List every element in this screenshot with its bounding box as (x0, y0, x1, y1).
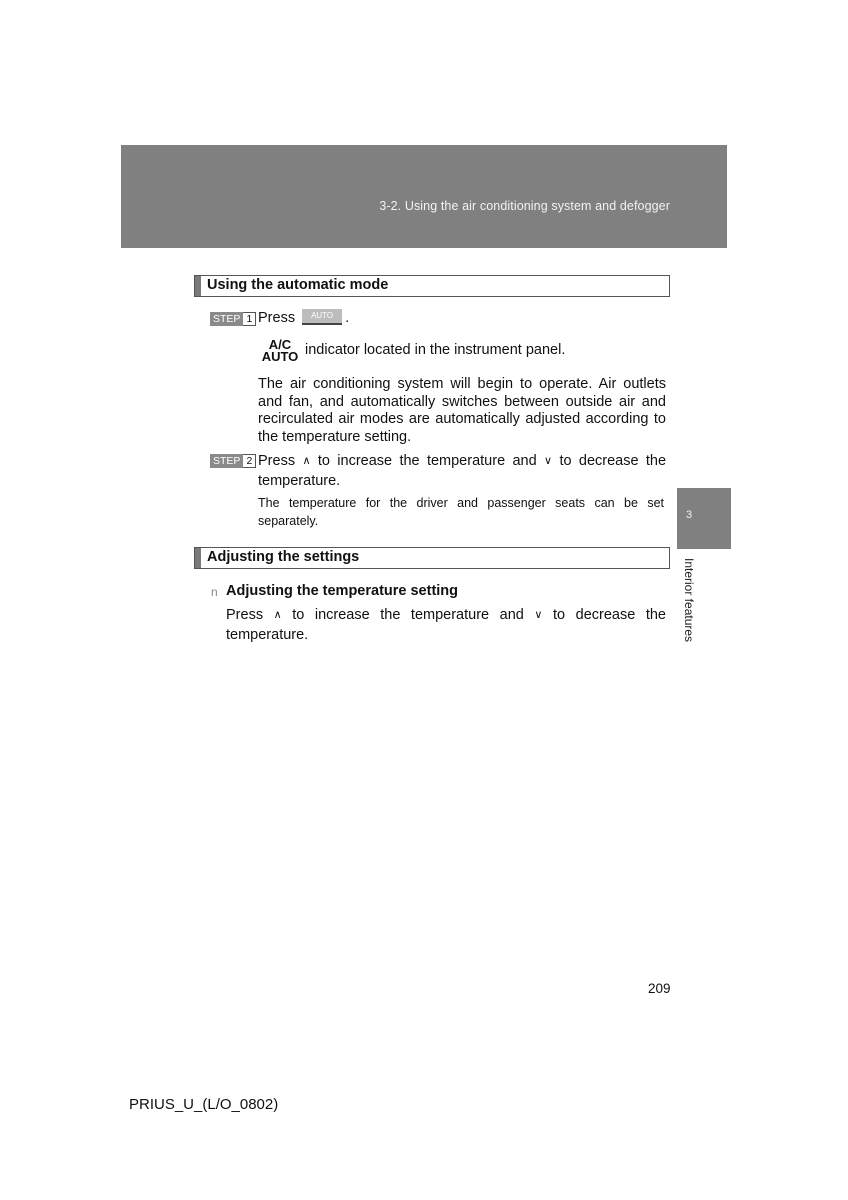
step-word: STEP (210, 312, 243, 326)
down-arrow-icon: ∨ (534, 609, 543, 621)
step-1-badge (210, 312, 256, 326)
chapter-tab (677, 488, 731, 549)
step-2-badge (210, 454, 256, 468)
step-number: 2 (243, 454, 256, 468)
indicator-line-ac: A/C (268, 337, 292, 352)
step-1-paragraph: The air conditioning system will begin to operate. Air outlets and fan, and automatically switches between outside air and recirculated air modes are automatically adjusted according to the temperature setting. (258, 376, 666, 445)
indicator-description: indicator located in the instrument panel. (305, 342, 566, 358)
press-text: Press (226, 607, 264, 623)
down-arrow-icon: ∨ (544, 455, 553, 467)
press-text: Press (258, 453, 296, 469)
step-number: 1 (243, 312, 256, 326)
increase-text: to increase the temperature and (292, 607, 524, 623)
press-text: Press (258, 310, 296, 326)
section-heading-adjusting (194, 547, 670, 569)
indicator-line-auto: AUTO (261, 349, 299, 364)
up-arrow-icon: ∧ (273, 609, 282, 621)
step-word: STEP (210, 454, 243, 468)
chapter-number: 3 (686, 509, 693, 521)
temperature-instruction (226, 605, 666, 645)
section-heading-text: Adjusting the settings (207, 549, 360, 565)
section-heading-text: Using the automatic mode (207, 277, 389, 293)
footer-document-code: PRIUS_U_(L/O_0802) (129, 1096, 279, 1113)
up-arrow-icon: ∧ (302, 455, 311, 467)
step-1-period: . (345, 310, 350, 326)
increase-text: to increase the temperature and (317, 453, 537, 469)
decrease-text: to decrease the temperature. (258, 453, 667, 489)
page-number: 209 (648, 981, 671, 996)
chapter-label: Interior features (682, 558, 696, 643)
step-1-instruction (258, 310, 678, 328)
bullet-icon: n (211, 585, 218, 599)
subheading-temperature: Adjusting the temperature setting (226, 583, 459, 599)
step-2-note: The temperature for the driver and passenger seats can be set separately. (258, 496, 664, 528)
step-2-instruction (258, 452, 666, 491)
decrease-text: to decrease the temperature. (226, 607, 666, 643)
auto-button-icon: AUTO (302, 309, 342, 325)
section-title: 3-2. Using the air conditioning system and defogger (379, 199, 670, 213)
ac-auto-indicator-icon (260, 339, 300, 363)
chapter-header-band (121, 145, 727, 248)
section-heading-automatic-mode (194, 275, 670, 297)
